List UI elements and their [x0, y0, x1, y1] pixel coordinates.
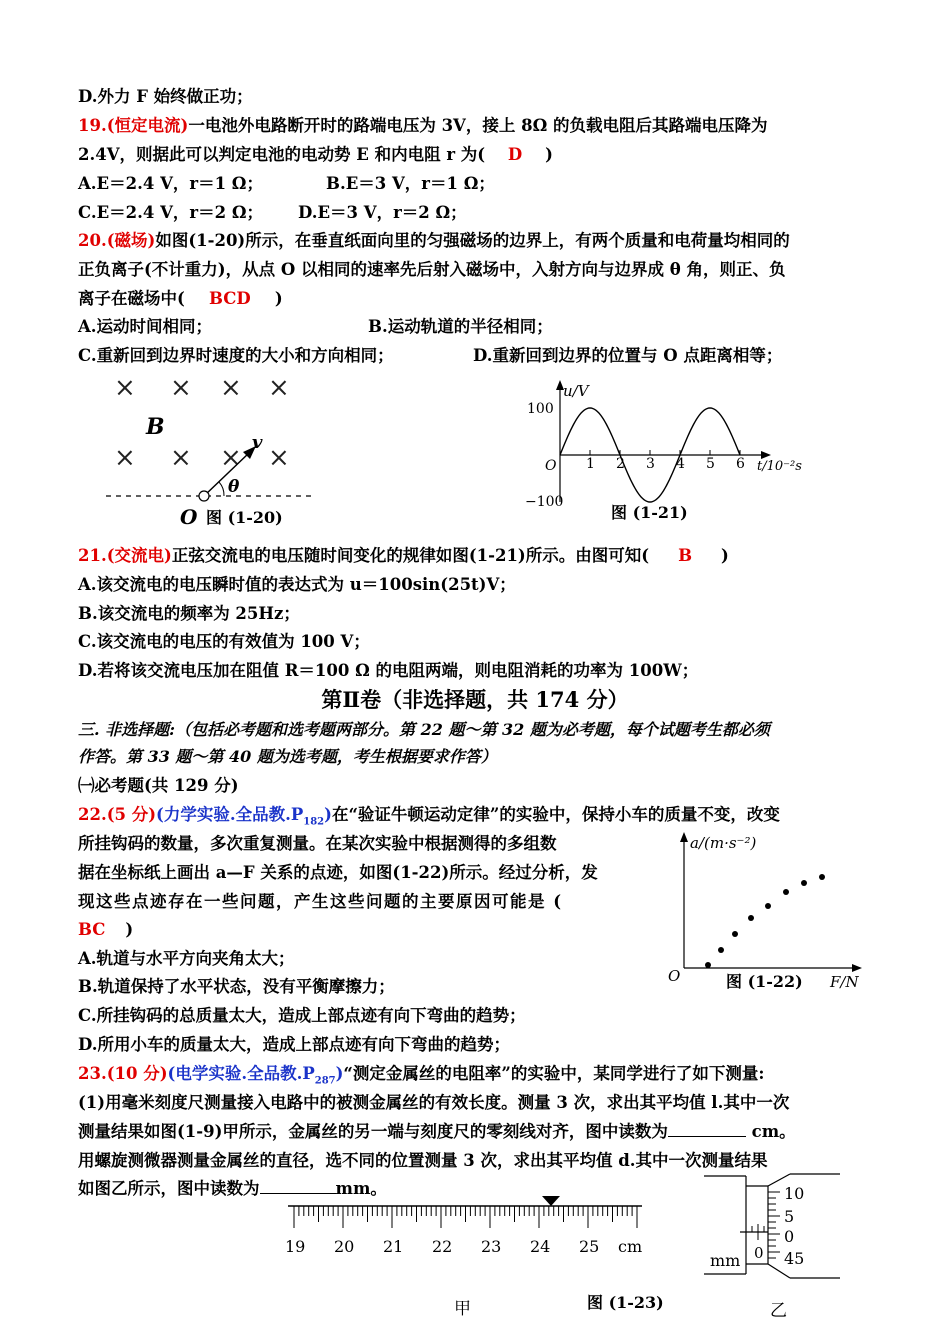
point-o: [199, 491, 209, 501]
field-cross: ×: [114, 373, 136, 403]
q20-option-d: D.重新回到边界的位置与 O 点距离相等；: [473, 346, 783, 365]
origin-label: O: [545, 458, 557, 474]
thimble-label: 45: [784, 1249, 805, 1268]
q23-stem-line3: 测量结果如图(1-9)甲所示，金属丝的另一端与刻度尺的零刻线对齐，图中读数为 cm。: [78, 1122, 796, 1141]
figure-1-23-ruler: [282, 1192, 652, 1262]
ruler-label: 20: [334, 1237, 355, 1256]
q20-option-c: C.重新回到边界时速度的大小和方向相同；: [78, 346, 394, 365]
figure-1-23-micrometer: [700, 1170, 850, 1290]
y-tick-bottom: −100: [525, 494, 564, 510]
field-cross: ×: [114, 443, 136, 473]
x-arrow-icon: [761, 451, 771, 459]
y-axis-label: a/(m·s⁻²): [690, 834, 757, 852]
field-cross: ×: [268, 373, 290, 403]
thimble-label: 0: [784, 1227, 795, 1246]
required-heading: ㈠必考题(共 129 分): [78, 776, 239, 795]
q19-option-a: A.E＝2.4 V，r＝1 Ω；: [78, 174, 263, 193]
q19-stem-line2: 2.4V，则据此可以判定电池的电动势 E 和内电阻 r 为( D ): [78, 145, 553, 164]
figure-1-20: [100, 372, 320, 532]
field-cross: ×: [220, 443, 242, 473]
q20-stem-line2: 正负离子(不计重力)，从点 O 以相同的速率先后射入磁场中，入射方向与边界成 θ 角，则正、负: [78, 260, 786, 279]
q20-option-b: B.运动轨道的半径相同；: [368, 317, 553, 336]
ruler-label: 21: [383, 1237, 404, 1256]
x-tick-label: 2: [616, 456, 625, 472]
figure-1-22: [664, 830, 874, 995]
q22-stem-line1: 22.(5 分)(力学实验.全品教$.P_{182}$)在“验证牛顿运动定律”的实验中，保持小车的质量不变，改变: [78, 805, 780, 828]
figure-caption: 图 (1-22): [726, 972, 803, 991]
figure-caption: 图 (1-20): [206, 508, 283, 527]
q23-stem-line5: 如图乙所示，图中读数为 mm。: [78, 1179, 387, 1198]
data-point: [732, 931, 738, 937]
q21-stem: 21.(交流电)正弦交流电的电压随时间变化的规律如图(1-21)所示。由图可知( B ): [78, 546, 729, 565]
data-point: [819, 874, 825, 880]
figure-caption: 图 (1-21): [611, 503, 688, 522]
field-label-b: B: [146, 414, 165, 440]
q22-stem-line3: 据在坐标纸上画出 a—F 关系的点迹，如图(1-22)所示。经过分析，发: [78, 863, 598, 882]
field-cross: ×: [268, 443, 290, 473]
ruler-label: 22: [432, 1237, 453, 1256]
data-point: [801, 880, 807, 886]
q22-stem-line5: BC ): [78, 920, 134, 939]
q21-option-a: A.该交流电的电压瞬时值的表达式为 u＝100sin(25t)V；: [78, 575, 516, 594]
q22-option-a: A.轨道与水平方向夹角太大；: [78, 949, 295, 968]
data-point: [765, 903, 771, 909]
x-tick-label: 5: [706, 456, 715, 472]
x-axis-label: F/N: [830, 973, 859, 991]
data-points: [705, 874, 825, 968]
q23-stem-line4: 用螺旋测微器测量金属丝的直径，选不同的位置测量 3 次，求出其平均值 d.其中一次测量结果: [78, 1151, 768, 1170]
figure-1-21: [525, 378, 815, 530]
q23-source: (电学实验.全品教$.P_{287}$): [167, 1064, 344, 1087]
q22-option-b: B.轨道保持了水平状态，没有平衡摩擦力；: [78, 977, 395, 996]
ruler-unit: cm: [618, 1237, 643, 1256]
q20-option-a: A.运动时间相同；: [78, 317, 213, 336]
x-tick-label: 4: [676, 456, 685, 472]
label-jia: 甲: [454, 1299, 471, 1319]
origin-label: O: [668, 967, 681, 985]
data-point: [718, 947, 724, 953]
q22-stem-line2: 所挂钩码的数量，多次重复测量。在某次实验中根据测得的多组数: [78, 834, 557, 853]
q22-tag: 22.(5 分): [78, 805, 157, 824]
q21-option-c: C.该交流电的电压的有效值为 100 V；: [78, 632, 370, 651]
q18-option-d: D.外力 F 始终做正功；: [78, 87, 253, 106]
thimble-label: 10: [784, 1184, 805, 1203]
answer-blank-length[interactable]: [668, 1136, 746, 1137]
field-cross: ×: [170, 443, 192, 473]
q22-answer: BC: [78, 920, 106, 939]
q20-tag: 20.(磁场): [78, 231, 156, 250]
x-tick-label: 1: [586, 456, 595, 472]
x-tick-label: 6: [736, 456, 745, 472]
label-theta: θ: [228, 477, 240, 497]
q19-tag: 19.(恒定电流): [78, 116, 189, 135]
q21-option-b: B.该交流电的频率为 25Hz；: [78, 604, 300, 623]
q23-stem-line1: 23.(10 分)(电学实验.全品教$.P_{287})“$测定金属丝的电阻率”的实验中，某同学进行了如下测量:: [78, 1064, 765, 1087]
q19-option-b: B.E＝3 V，r＝1 Ω；: [326, 174, 495, 193]
q20-stem-line3: 离子在磁场中( BCD ): [78, 289, 283, 308]
q21-option-d: D.若将该交流电压加在阻值 R＝100 Ω 的电阻两端，则电阻消耗的功率为 100W；: [78, 661, 699, 680]
ruler-label: 23: [481, 1237, 502, 1256]
y-axis-label: u/V: [563, 382, 589, 400]
section3-line2: 作答。第 33 题～第 40 题为选考题，考生根据要求作答）: [78, 747, 497, 766]
label-o: O: [180, 505, 198, 529]
ruler-label: 24: [530, 1237, 551, 1256]
part2-title: 第Ⅱ卷（非选择题，共 174 分）: [321, 687, 629, 712]
x-tick-label: 3: [646, 456, 655, 472]
q23-tag: 23.(10 分): [78, 1064, 168, 1083]
ruler-label: 25: [579, 1237, 600, 1256]
q22-stem-line4: 现这些点迹存在一些问题，产生这些问题的主要原因可能是 (: [78, 892, 563, 911]
figure-1-23-caption: 图 (1-23): [587, 1293, 664, 1312]
q19-option-c: C.E＝2.4 V，r＝2 Ω；: [78, 203, 264, 222]
field-cross: ×: [220, 373, 242, 403]
x-axis-label: t/10⁻²s: [757, 459, 802, 474]
q21-tag: 21.(交流电): [78, 546, 172, 565]
ruler-label: 19: [285, 1237, 306, 1256]
q19-stem-line1: 19.(恒定电流)一电池外电路断开时的路端电压为 3V，接上 8Ω 的负载电阻后其路端电压降为: [78, 116, 768, 135]
y-tick-top: 100: [527, 401, 554, 417]
x-arrow-icon: [852, 964, 862, 972]
angle-arc: [219, 482, 224, 496]
data-point: [783, 889, 789, 895]
q22-option-d: D.所用小车的质量太大，造成上部点迹有向下弯曲的趋势；: [78, 1035, 510, 1054]
q19-answer: D: [507, 145, 523, 164]
q21-answer: B: [678, 546, 693, 565]
pointer-marker-icon: [542, 1196, 560, 1206]
field-cross: ×: [170, 373, 192, 403]
q22-source: (力学实验.全品教$.P_{182}$): [156, 805, 332, 828]
q22-option-c: C.所挂钩码的总质量太大，造成上部点迹有向下弯曲的趋势；: [78, 1006, 526, 1025]
q23-stem-line2: (1)用毫米刻度尺测量接入电路中的被测金属丝的有效长度。测量 3 次，求出其平均值 l.其中一次: [78, 1093, 790, 1112]
section3-line1: 三. 非选择题:（包括必考题和选考题两部分。第 22 题～第 32 题为必考题，每个试题考生都必须: [78, 720, 770, 739]
q20-stem-line1: 20.(磁场)如图(1-20)所示，在垂直纸面向里的匀强磁场的边界上，有两个质量和电荷量均相同的: [78, 231, 790, 250]
data-point: [748, 915, 754, 921]
data-point: [705, 962, 711, 968]
unit-mm: mm: [710, 1251, 741, 1270]
label-v: v: [252, 432, 263, 453]
sleeve-zero: 0: [754, 1244, 764, 1262]
q19-option-d: D.E＝3 V，r＝2 Ω；: [298, 203, 467, 222]
y-arrow-icon: [680, 832, 688, 842]
label-yi: 乙: [770, 1301, 787, 1321]
thimble-label: 5: [784, 1207, 795, 1226]
q20-answer: BCD: [208, 289, 251, 308]
